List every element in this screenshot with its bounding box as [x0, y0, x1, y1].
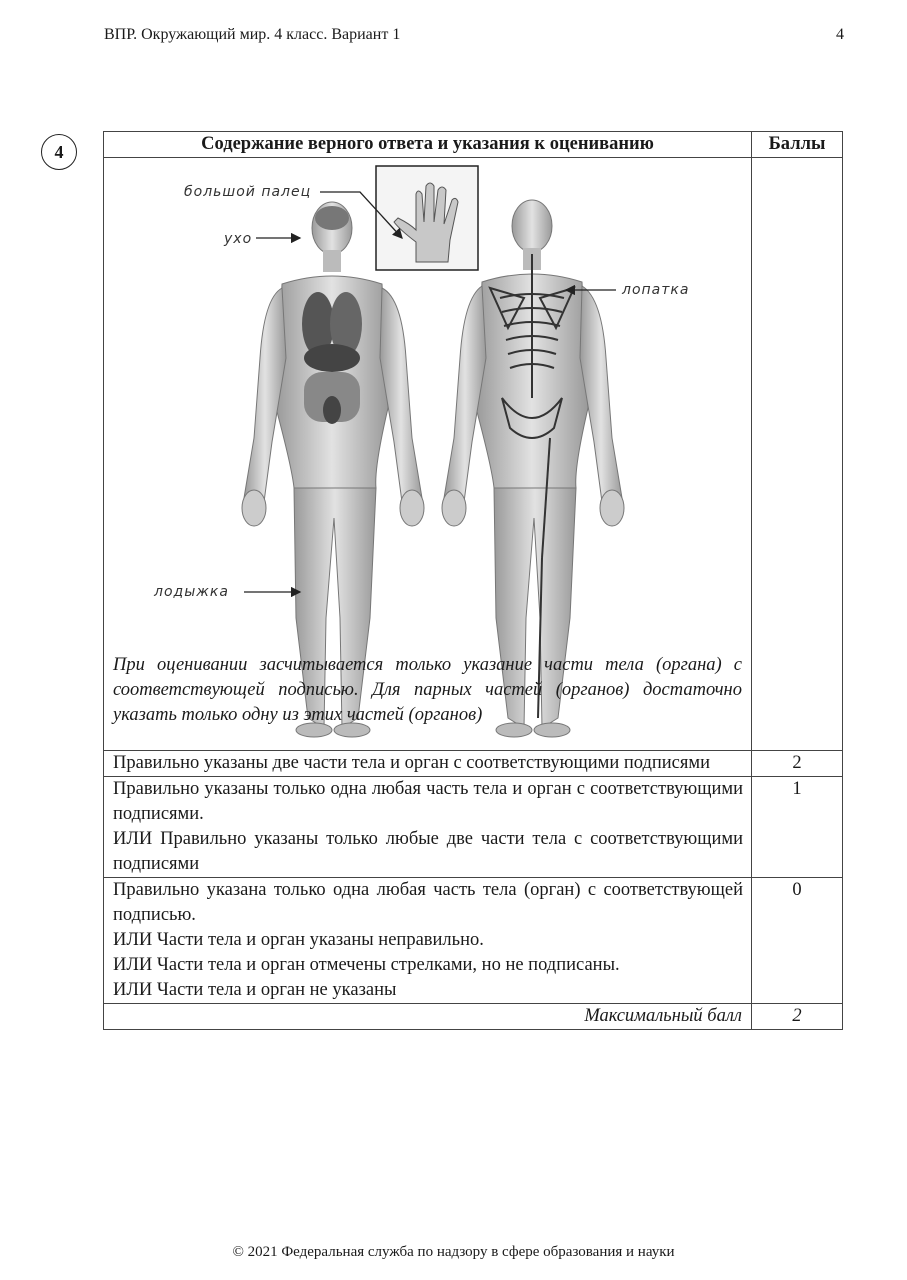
max-score-label: Максимальный балл — [104, 1004, 752, 1030]
criterion-text — [104, 878, 752, 1004]
grading-note: При оценивании засчитывается только указание части тела (органа) с соответствующей подписью. Для парных частей (органов) достаточно указать только одну из этих частей (органов) — [113, 655, 742, 725]
criterion-points: 2 — [752, 751, 843, 777]
label-thumb: большой палец — [184, 184, 312, 200]
label-scapula: лопатка — [622, 282, 690, 298]
label-ankle: лодыжка — [154, 584, 229, 600]
max-score-row — [104, 1004, 843, 1030]
hand-inset — [376, 166, 478, 270]
header-title: ВПР. Окружающий мир. 4 класс. Вариант 1 — [104, 26, 401, 43]
criterion-row — [104, 777, 843, 878]
criterion-text — [104, 777, 752, 878]
criterion-line: ИЛИ Правильно указаны только любые две части тела с соответствующими подписями — [113, 829, 743, 874]
footer-copyright: © 2021 Федеральная служба по надзору в сфере образования и науки — [232, 1244, 675, 1260]
max-score-value: 2 — [752, 1004, 843, 1030]
task-number-circle — [41, 134, 77, 170]
grading-table — [103, 131, 843, 1030]
task-number: 4 — [54, 141, 64, 162]
page-number: 4 — [836, 26, 844, 43]
label-ear: ухо — [224, 231, 253, 247]
criterion-line: ИЛИ Части тела и орган указаны неправильно. — [113, 930, 484, 950]
criterion-points: 0 — [752, 878, 843, 1004]
figure-points-cell — [752, 158, 843, 751]
criterion-line: ИЛИ Части тела и орган не указаны — [113, 980, 397, 1000]
criterion-line: ИЛИ Части тела и орган отмечены стрелками, но не подписаны. — [113, 955, 620, 975]
table-header-row — [104, 132, 843, 158]
figure-cell — [104, 158, 752, 751]
criterion-row — [104, 878, 843, 1004]
points-header: Баллы — [752, 132, 843, 158]
content-header: Содержание верного ответа и указания к оцениванию — [104, 132, 752, 158]
criterion-text — [104, 751, 752, 777]
criterion-row — [104, 751, 843, 777]
criterion-line: Правильно указаны только одна любая часть тела и орган с соответствующими подписями. — [113, 779, 743, 824]
criterion-line: Правильно указаны две части тела и орган с соответствующими подписями — [113, 753, 711, 773]
criterion-line: Правильно указана только одна любая часть тела (орган) с соответствующей подписью. — [113, 880, 743, 925]
figure-row — [104, 158, 843, 751]
criterion-points: 1 — [752, 777, 843, 878]
